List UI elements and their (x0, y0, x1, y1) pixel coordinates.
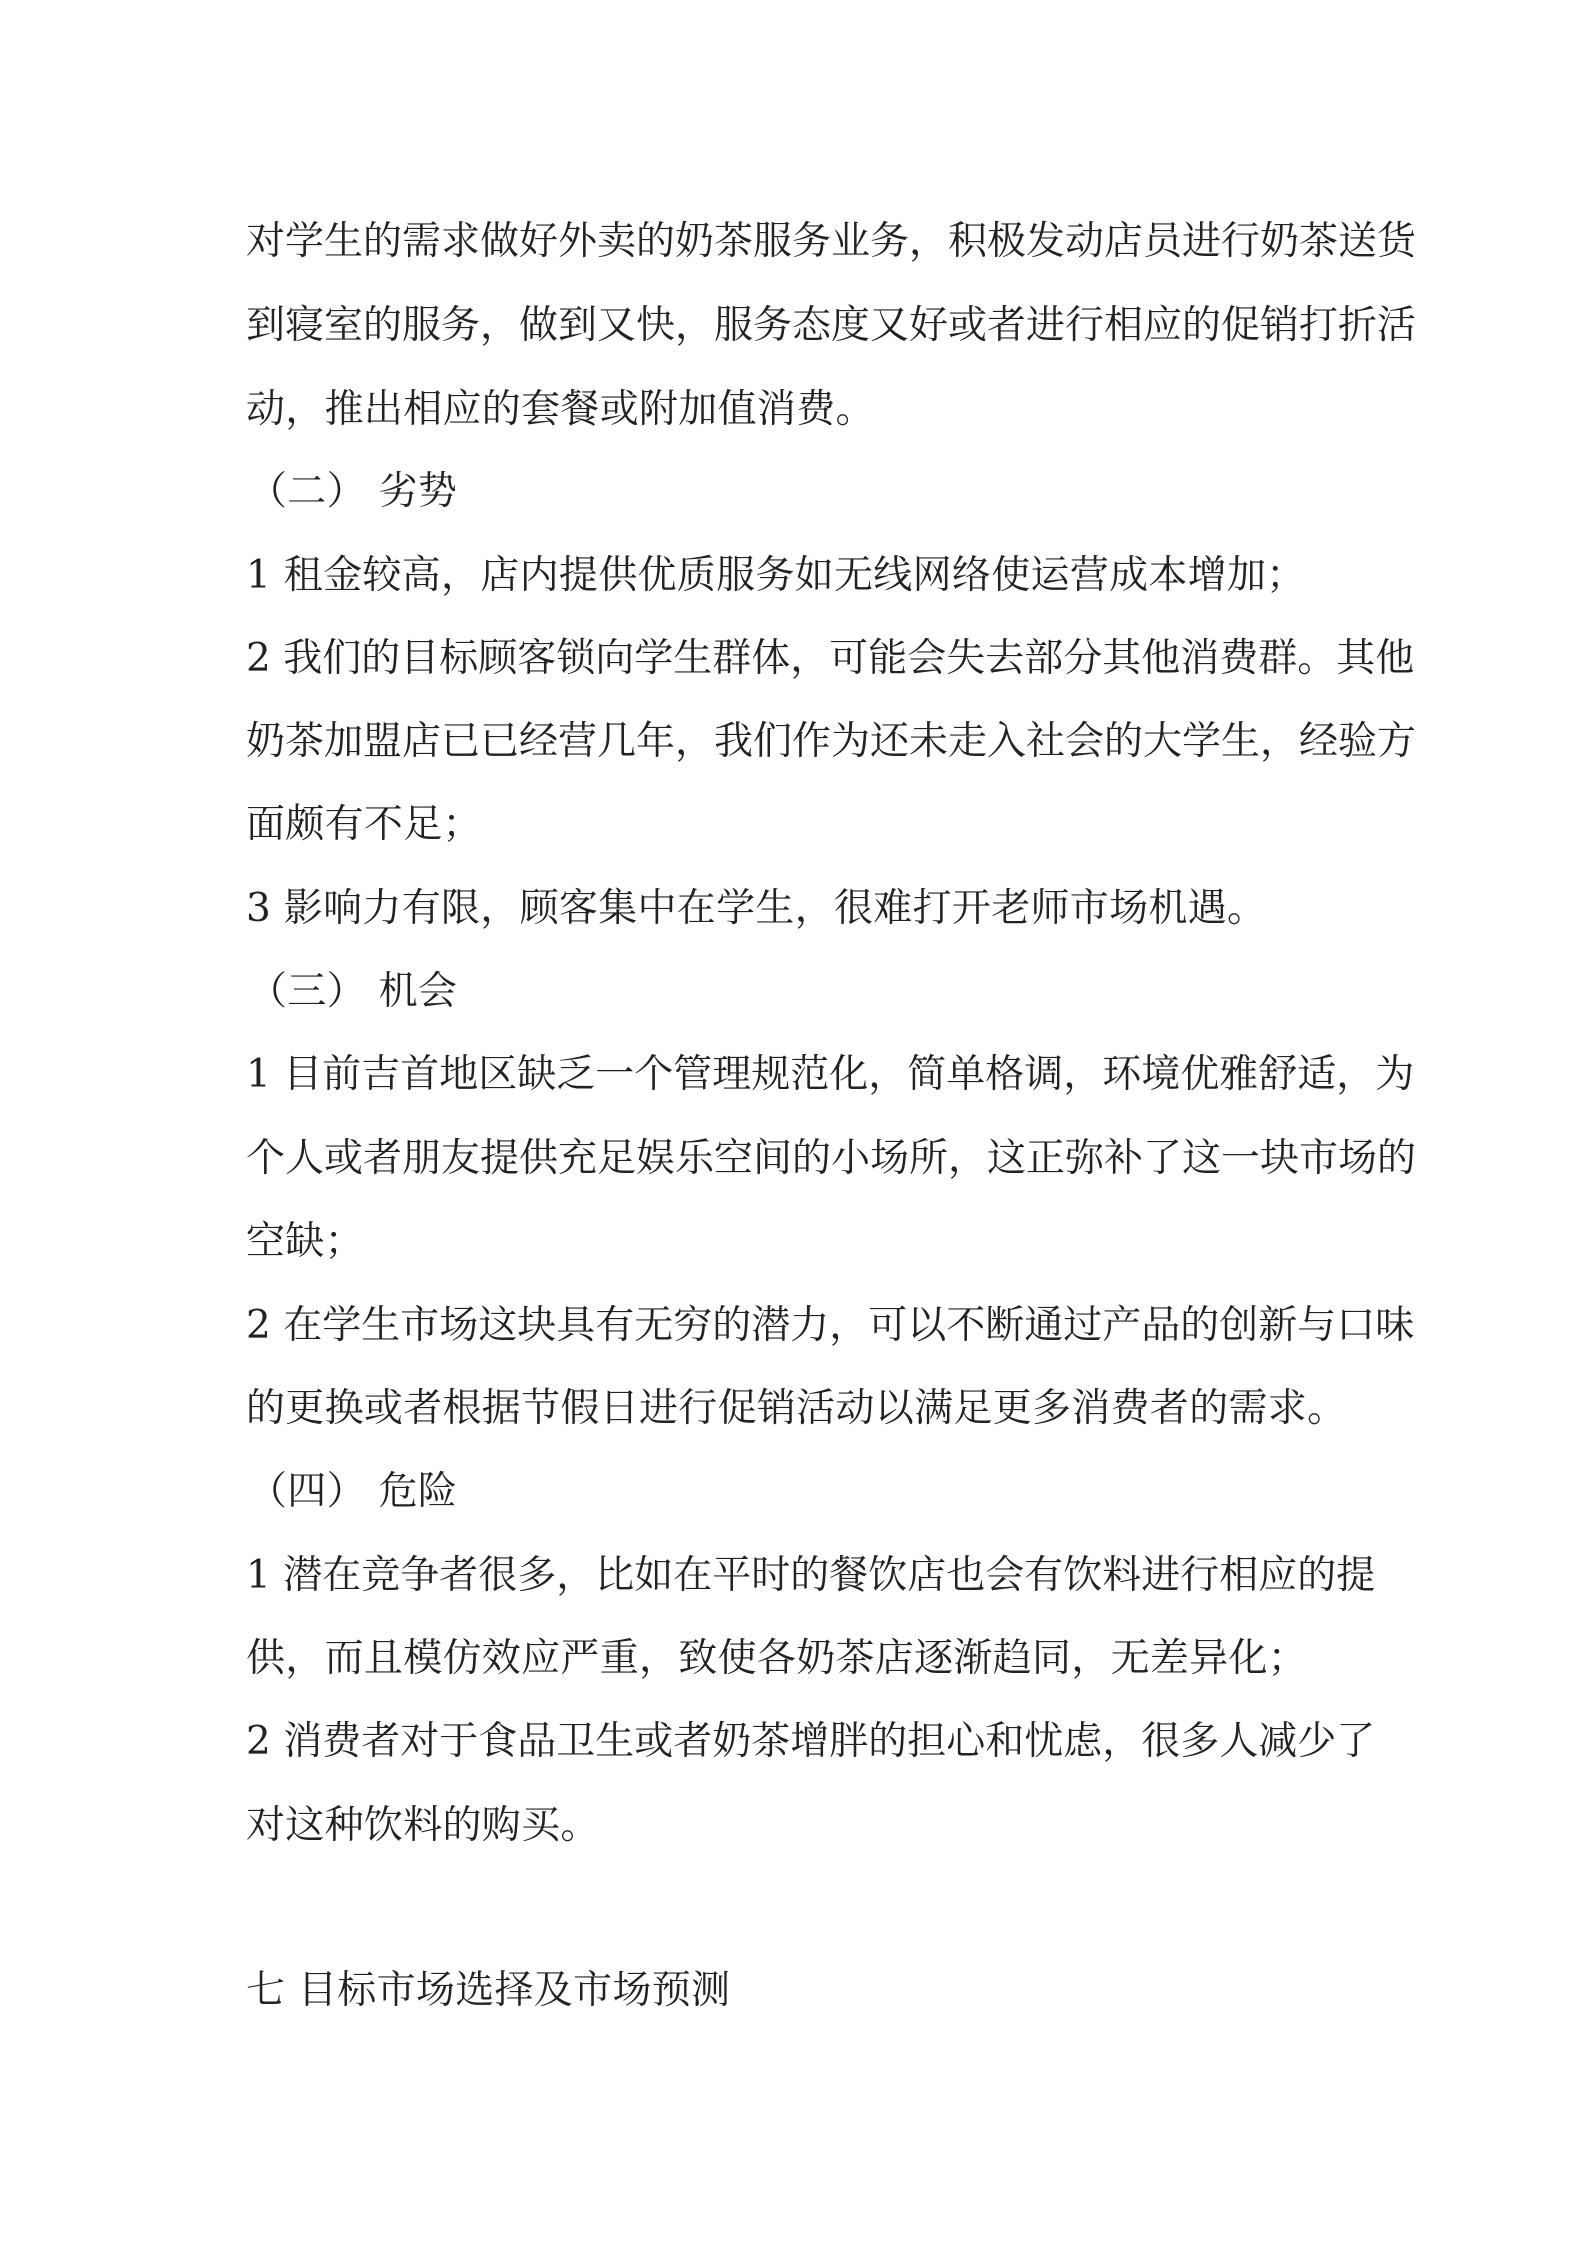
list-item: 1 潜在竞争者很多，比如在平时的餐饮店也会有饮料进行相应的提 (246, 1553, 1376, 1598)
paragraph-line: 对这种饮料的购买。 (246, 1803, 600, 1848)
paragraph-line: 个人或者朋友提供充足娱乐空间的小场所，这正弥补了这一块市场的 (246, 1136, 1417, 1181)
paragraph-line: 到寝室的服务，做到又快，服务态度又好或者进行相应的促销打折活 (246, 303, 1417, 348)
list-item: 2 在学生市场这块具有无穷的潜力，可以不断通过产品的创新与口味 (246, 1303, 1415, 1348)
section-heading-opportunities: （三） 机会 (248, 969, 458, 1014)
paragraph-line: 供，而且模仿效应严重，致使各奶茶店逐渐趋同，无差异化； (246, 1636, 1308, 1681)
paragraph-line: 奶茶加盟店已已经营几年，我们作为还未走入社会的大学生，经验方 (246, 719, 1417, 764)
paragraph-line: 对学生的需求做好外卖的奶茶服务业务，积极发动店员进行奶茶送货 (246, 219, 1417, 264)
paragraph-line: 的更换或者根据节假日进行促销活动以满足更多消费者的需求。 (246, 1386, 1347, 1431)
list-item: 1 目前吉首地区缺乏一个管理规范化，简单格调，环境优雅舒适，为 (246, 1052, 1415, 1097)
paragraph-line: 空缺； (246, 1219, 364, 1264)
list-item: 2 消费者对于食品卫生或者奶茶增胖的担心和忧虑，很多人减少了 (246, 1719, 1376, 1764)
paragraph-line: 动，推出相应的套餐或附加值消费。 (246, 387, 875, 432)
section-title: 七 目标市场选择及市场预测 (246, 1968, 731, 2013)
section-heading-threats: （四） 危险 (248, 1469, 458, 1514)
section-heading-weaknesses: （二） 劣势 (248, 469, 458, 514)
list-item: 3 影响力有限，顾客集中在学生，很难打开老师市场机遇。 (246, 886, 1267, 931)
list-item: 1 租金较高，店内提供优质服务如无线网络使运营成本增加； (246, 553, 1306, 598)
paragraph-line: 面颇有不足； (246, 802, 482, 847)
list-item: 2 我们的目标顾客锁向学生群体，可能会失去部分其他消费群。其他 (246, 636, 1415, 681)
